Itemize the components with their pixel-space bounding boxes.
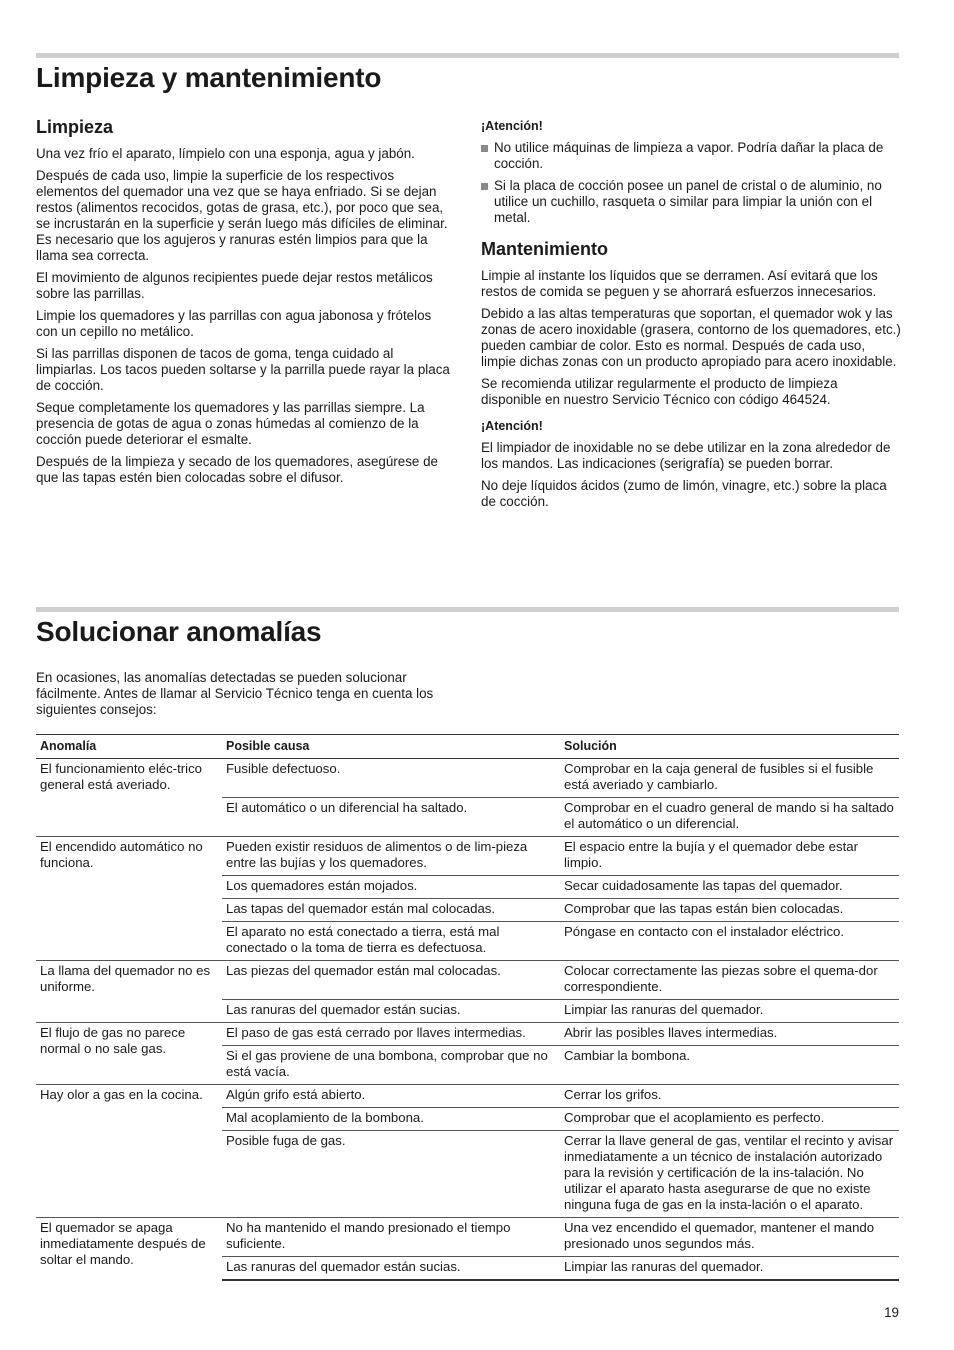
solution-cell: Limpiar las ranuras del quemador. (560, 1000, 899, 1023)
paragraph: Limpie los quemadores y las parrillas con agua jabonosa y frótelos con un cepillo no metálico. (36, 308, 432, 339)
mantenimiento-paragraphs (481, 268, 901, 408)
attention-paragraphs (481, 440, 901, 510)
solution-cell: Secar cuidadosamente las tapas del quemador. (560, 876, 899, 899)
solution-cell: Colocar correctamente las piezas sobre el quema-dor correspondiente. (560, 961, 899, 1000)
solution-cell: Limpiar las ranuras del quemador. (560, 1257, 899, 1281)
cause-cell: Posible fuga de gas. (222, 1131, 560, 1218)
paragraph: Si las parrillas disponen de tacos de goma, tenga cuidado al limpiarlas. Los tacos pueden soltarse y la parrilla puede rayar la placa de cocción. (36, 346, 450, 393)
paragraph: Después de la limpieza y secado de los quemadores, asegúrese de que las tapas estén bien colocadas sobre el difusor. (36, 454, 438, 485)
cause-cell: Los quemadores están mojados. (222, 876, 560, 899)
limpieza-paragraphs (36, 146, 456, 486)
top-rule (36, 53, 899, 58)
paragraph: No deje líquidos ácidos (zumo de limón, vinagre, etc.) sobre la placa de cocción. (481, 478, 887, 509)
solution-cell: Comprobar que las tapas están bien colocadas. (560, 899, 899, 922)
cause-cell: Algún grifo está abierto. (222, 1085, 560, 1108)
cause-cell: Si el gas proviene de una bombona, comprobar que no está vacía. (222, 1046, 560, 1085)
solution-cell: Comprobar en la caja general de fusibles si el fusible está averiado y cambiarlo. (560, 759, 899, 798)
header-solution: Solución (560, 735, 899, 759)
cause-cell: Las piezas del quemador están mal colocadas. (222, 961, 560, 1000)
paragraph: Una vez frío el aparato, límpielo con una esponja, agua y jabón. (36, 146, 415, 161)
solution-cell: Comprobar en el cuadro general de mando si ha saltado el automático o un diferencial. (560, 798, 899, 837)
paragraph: Después de cada uso, limpie la superficie de los respectivos elementos del quemador una vez que se haya enfriado. Si se dejan restos (alimentos recocidos, gotas de grasa, etc.), por poco que sea, se incrustarán en la superficie y serán luego más difíciles de eliminar. Es necesario que los agujeros y ranuras estén limpios para que la llama sea correcta. (36, 168, 448, 263)
cause-cell: El paso de gas está cerrado por llaves intermedias. (222, 1023, 560, 1046)
cause-cell: El automático o un diferencial ha saltado. (222, 798, 560, 837)
paragraph: Debido a las altas temperaturas que soportan, el quemador wok y las zonas de acero inoxidable (grasera, contorno de los quemadores, etc.) pueden cambiar de color. Esto es normal. Después de cada uso, limpie dichas zonas con un producto apropiado para acero inoxidable. (481, 306, 901, 369)
solution-cell: Cerrar la llave general de gas, ventilar el recinto y avisar inmediatamente a un técnico de instalación autorizado para la revisión y certificación de la ins-talación. No utilizar el aparato hasta asegurarse de que no existe ninguna fuga de gas en la insta-lación o el aparato. (560, 1131, 899, 1218)
anomaly-cell: El flujo de gas no parece normal o no sale gas. (36, 1023, 222, 1085)
section-title-cleaning: Limpieza y mantenimiento (36, 62, 382, 93)
paragraph: El limpiador de inoxidable no se debe utilizar en la zona alrededor de los mandos. Las indicaciones (serigrafía) se pueden borrar. (481, 440, 891, 471)
cause-cell: Pueden existir residuos de alimentos o de lim-pieza entre las bujías y los quemadores. (222, 837, 560, 876)
solution-cell: Cambiar la bombona. (560, 1046, 899, 1085)
paragraph: Se recomienda utilizar regularmente el producto de limpieza disponible en nuestro Servicio Técnico con código 464524. (481, 376, 838, 407)
middle-rule (36, 607, 899, 612)
paragraph: El movimiento de algunos recipientes puede dejar restos metálicos sobre las parrillas. (36, 270, 433, 301)
header-cause: Posible causa (222, 735, 560, 759)
anomaly-cell: El encendido automático no funciona. (36, 837, 222, 961)
solution-cell: Póngase en contacto con el instalador eléctrico. (560, 922, 899, 961)
bullet-item: No utilice máquinas de limpieza a vapor. Podría dañar la placa de cocción. (481, 140, 901, 172)
troubleshooting-intro: En ocasiones, las anomalías detectadas se pueden solucionar fácilmente. Antes de llamar al Servicio Técnico tenga en cuenta los siguientes consejos: (36, 670, 434, 717)
cause-cell: Mal acoplamiento de la bombona. (222, 1108, 560, 1131)
cause-cell: El aparato no está conectado a tierra, está mal conectado o la toma de tierra es defectuosa. (222, 922, 560, 961)
heading-mantenimiento: Mantenimiento (481, 239, 609, 259)
solution-cell: Una vez encendido el quemador, mantener el mando presionado unos segundos más. (560, 1218, 899, 1257)
left-column (36, 116, 456, 492)
right-column (481, 118, 901, 516)
cause-cell: Fusible defectuoso. (222, 759, 560, 798)
cause-cell: No ha mantenido el mando presionado el tiempo suficiente. (222, 1218, 560, 1257)
anomaly-cell: El quemador se apaga inmediatamente después de soltar el mando. (40, 1220, 206, 1267)
header-anomaly: Anomalía (36, 735, 222, 759)
attention-label-2: ¡Atención! (481, 419, 543, 433)
anomaly-cell: La llama del quemador no es uniforme. (36, 961, 222, 1023)
table-row (36, 837, 899, 876)
section-title-troubleshooting: Solucionar anomalías (36, 616, 322, 647)
cause-cell: Las ranuras del quemador están sucias. (222, 1257, 560, 1281)
anomaly-cell: El funcionamiento eléc-trico general está averiado. (36, 759, 222, 837)
page-number: 19 (884, 1305, 899, 1320)
anomaly-cell: Hay olor a gas en la cocina. (36, 1085, 222, 1218)
paragraph: Limpie al instante los líquidos que se derramen. Así evitará que los restos de comida se peguen y se ahorrará esfuerzos innecesarios. (481, 268, 878, 299)
bullet-item: Si la placa de cocción posee un panel de cristal o de aluminio, no utilice un cuchillo, rasqueta o similar para limpiar la unión con el metal. (481, 178, 901, 226)
cause-cell: Las tapas del quemador están mal colocadas. (222, 899, 560, 922)
paragraph: Seque completamente los quemadores y las parrillas siempre. La presencia de gotas de agua o zonas húmedas al comienzo de la cocción puede deteriorar el esmalte. (36, 400, 425, 447)
solution-cell: Cerrar los grifos. (560, 1085, 899, 1108)
heading-limpieza: Limpieza (36, 117, 114, 137)
solution-cell: El espacio entre la bujía y el quemador debe estar limpio. (560, 837, 899, 876)
table-row (36, 961, 899, 1000)
attention-label: ¡Atención! (481, 119, 543, 133)
solution-cell: Abrir las posibles llaves intermedias. (560, 1023, 899, 1046)
solution-cell: Comprobar que el acoplamiento es perfecto. (560, 1108, 899, 1131)
table-row (36, 1023, 899, 1046)
table-header-row (36, 735, 899, 759)
table-row (36, 1085, 899, 1108)
attention-bullets (481, 140, 901, 226)
cause-cell: Las ranuras del quemador están sucias. (222, 1000, 560, 1023)
table-row (36, 759, 899, 798)
troubleshooting-table (36, 734, 899, 1281)
table-row (36, 1218, 899, 1257)
